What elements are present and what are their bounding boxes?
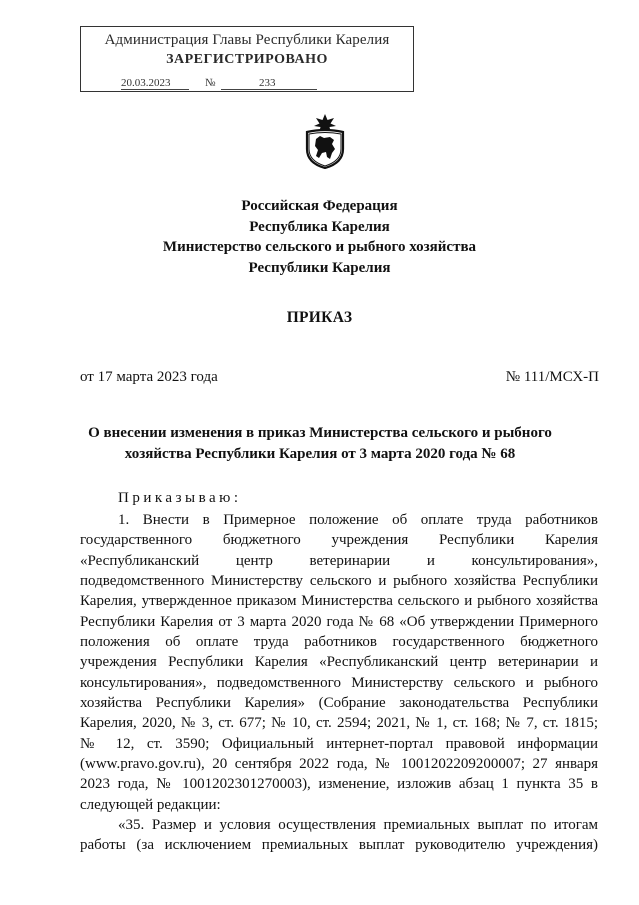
- body-line: положения об оплате труда работников государственного бюджетного: [80, 634, 598, 650]
- body-line: 1. Внести в Примерное положение об оплате труда работников: [118, 512, 598, 528]
- body-line: Карелия, утвержденное приказом Министерства сельского и рыбного хозяйства: [80, 593, 598, 609]
- body-line: следующей редакции:: [80, 797, 221, 813]
- header-republic: Республика Карелия: [249, 219, 390, 235]
- header-ministry: Министерство сельского и рыбного хозяйства: [162, 239, 477, 255]
- body-line: учреждения Республики Карелия «Республиканский центр ветеринарии и: [80, 654, 598, 670]
- body-line: № 12, ст. 3590; Официальный интернет-портал правовой информации: [80, 736, 598, 752]
- document-number: № 111/МСХ-П: [505, 369, 599, 385]
- body-line: «35. Размер и условия осуществления премиальных выплат по итогам: [118, 817, 598, 833]
- document-subject-line-2: хозяйства Республики Карелия от 3 марта 2020 года № 68: [124, 446, 516, 462]
- body-line: (www.pravo.gov.ru), 20 сентября 2022 года, № 1001202209200007; 27 января: [80, 756, 598, 772]
- order-word: Приказываю:: [118, 490, 242, 506]
- document-title: ПРИКАЗ: [286, 309, 353, 326]
- document-date: от 17 марта 2023 года: [80, 369, 218, 385]
- body-line: консультирования», подведомственного Министерству сельского и рыбного: [80, 675, 598, 691]
- stamp-organization: Администрация Главы Республики Карелия: [104, 32, 390, 48]
- header-country: Российская Федерация: [241, 198, 398, 214]
- registration-stamp: [80, 26, 414, 92]
- stamp-number-label: №: [205, 77, 216, 89]
- karelia-coat-of-arms-icon: [303, 113, 347, 169]
- body-line: 2023 года, № 1001202301270003), изменение, изложив абзац 1 пункта 35 в: [80, 776, 598, 792]
- body-line: «Республиканский центр ветеринарии и консультирования»,: [80, 553, 598, 569]
- body-line: работы (за исключением премиальных выплат руководителю учреждения): [80, 837, 598, 853]
- document-subject-line-1: О внесении изменения в приказ Министерства сельского и рыбного: [88, 425, 552, 441]
- body-line: подведомственного Министерству сельского и рыбного хозяйства Республики: [80, 573, 598, 589]
- body-line: Республики Карелия от 3 марта 2020 года № 68 «Об утверждении Примерного: [80, 614, 598, 630]
- body-line: государственного бюджетного учреждения Республики Карелия: [80, 532, 598, 548]
- header-ministry-republic: Республики Карелия: [248, 260, 391, 276]
- stamp-registered-label: ЗАРЕГИСТРИРОВАНО: [166, 52, 328, 67]
- body-line: Карелия, 2020, № 3, ст. 677; № 10, ст. 2594; 2021, № 1, ст. 168; № 7, ст. 1815;: [80, 715, 598, 731]
- body-line: хозяйства Республики Карелия» (Собрание законодательства Республики: [80, 695, 598, 711]
- stamp-date: 20.03.2023: [121, 77, 189, 90]
- stamp-number: 233: [221, 77, 317, 90]
